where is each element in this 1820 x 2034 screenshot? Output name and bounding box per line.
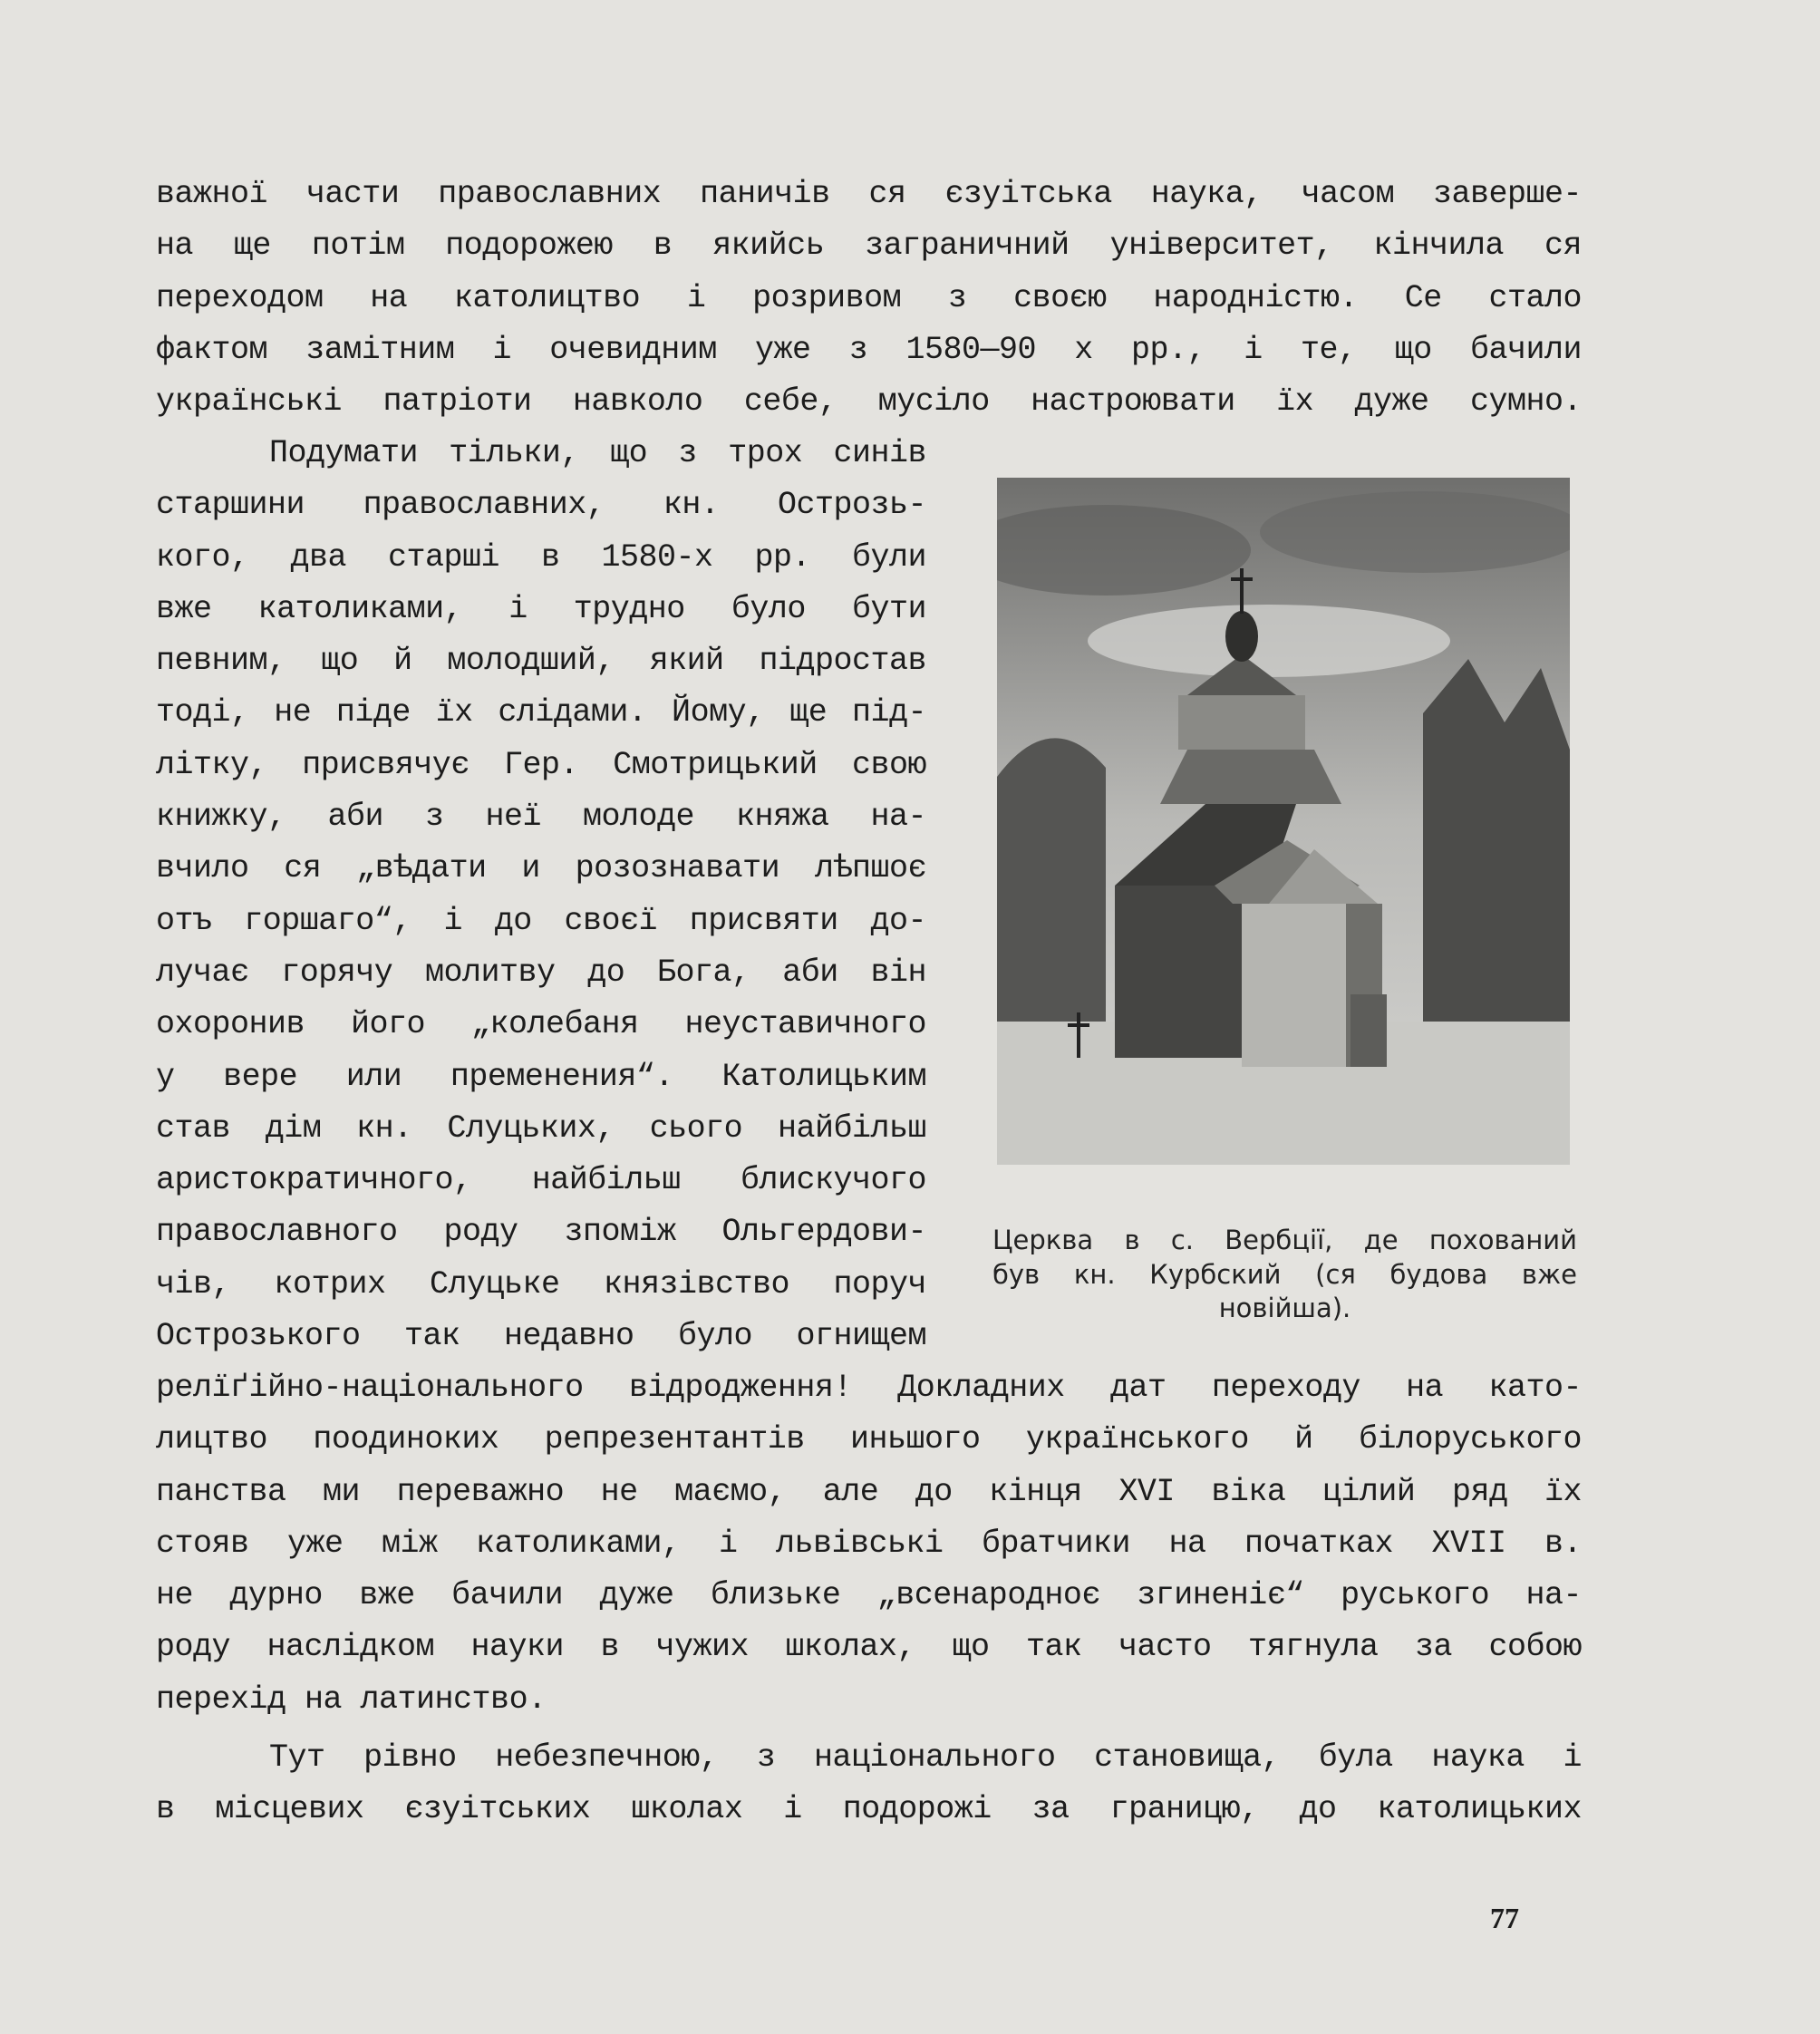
text-line: вчило ся „вѣдати и розознавати лѣпшоє <box>156 850 926 887</box>
text-line: православного роду зпоміж Ольгердови- <box>156 1214 926 1251</box>
text-line: переходом на католицтво і розривом з своєю народністю. Се стало <box>156 279 1582 316</box>
text-line: літку, присвячує Гер. Смотрицький свою <box>156 746 926 783</box>
text-line: в місцевих єзуітських школах і подорожі за границю, до католицьких <box>156 1791 1582 1828</box>
paragraph-continued <box>156 1362 1582 1726</box>
text-line: перехід на латинство. <box>156 1680 547 1718</box>
text-line: фактом замітним і очевидним уже з 1580—90 х рр., і те, що бачили <box>156 331 1582 368</box>
caption-line: був кн. Курбский (ся будова вже <box>992 1258 1577 1290</box>
text-line: релїґійно-національного відродження! Докладних дат переходу на като- <box>156 1370 1582 1406</box>
page-number: 77 <box>1490 1902 1519 1934</box>
text-line: старшини православних, кн. Острозь- <box>156 487 926 524</box>
text-line: Тут рівно небезпечною, з національного становища, була наука і <box>269 1739 1582 1776</box>
text-line: важної части православних паничів ся єзуітська наука, часом заверше- <box>156 176 1582 212</box>
text-line: аристократичного, найбільш блискучого <box>156 1162 926 1199</box>
text-line: у вере или пременения“. Католицьким <box>156 1058 926 1095</box>
text-line: чів, котрих Слуцьке князівство поруч <box>156 1265 926 1303</box>
caption-line: новійша). <box>1218 1293 1351 1323</box>
text-line: лицтво поодиноких репрезентантів иньшого українського й білоруського <box>156 1421 1582 1458</box>
caption-line: Церква в с. Вербції, де похований <box>992 1225 1577 1255</box>
text-line: став дім кн. Слуцьких, сього найбільш <box>156 1109 926 1147</box>
text-line: Острозького так недавно було огнищем <box>156 1318 926 1355</box>
paragraph-top <box>156 169 1582 428</box>
text-line: книжку, аби з неї молоде княжа на- <box>156 799 926 836</box>
text-line: охоронив його „колебаня неуставичного <box>156 1006 926 1043</box>
text-line: Подумати тільки, що з трох синів <box>269 435 926 471</box>
text-line: вже католиками, і трудно було бути <box>156 590 926 627</box>
paragraph-bottom <box>156 1732 1582 1836</box>
paragraph-wrapped <box>156 428 926 1362</box>
text-line: певним, що й молодший, який підростав <box>156 643 926 680</box>
church-illustration <box>997 478 1570 1165</box>
text-line: панства ми переважно не маємо, але до кінця XVI віка цілий ряд їх <box>156 1473 1582 1510</box>
text-line: кого, два старші в 1580-х рр. були <box>156 538 926 576</box>
text-line: тоді, не піде їх слідами. Йому, ще під- <box>156 694 926 731</box>
text-line: не дурно вже бачили дуже близьке „всенародноє згиненіє“ руського на- <box>156 1577 1582 1614</box>
text-line: на ще потім подорожею в якийсь заграничний університет, кінчила ся <box>156 228 1582 265</box>
figure-caption <box>992 1224 1577 1326</box>
text-line: роду наслідком науки в чужих школах, що так часто тягнула за собою <box>156 1629 1582 1666</box>
text-line: лучає горячу молитву до Бога, аби він <box>156 954 926 991</box>
text-line: отъ горшаго“, і до своєї присвяти до- <box>156 902 926 939</box>
text-line: стояв уже між католиками, і львівські братчики на початках XVII в. <box>156 1525 1582 1562</box>
text-line: українські патріоти навколо себе, мусіло настроювати їх дуже сумно. <box>156 383 1582 421</box>
